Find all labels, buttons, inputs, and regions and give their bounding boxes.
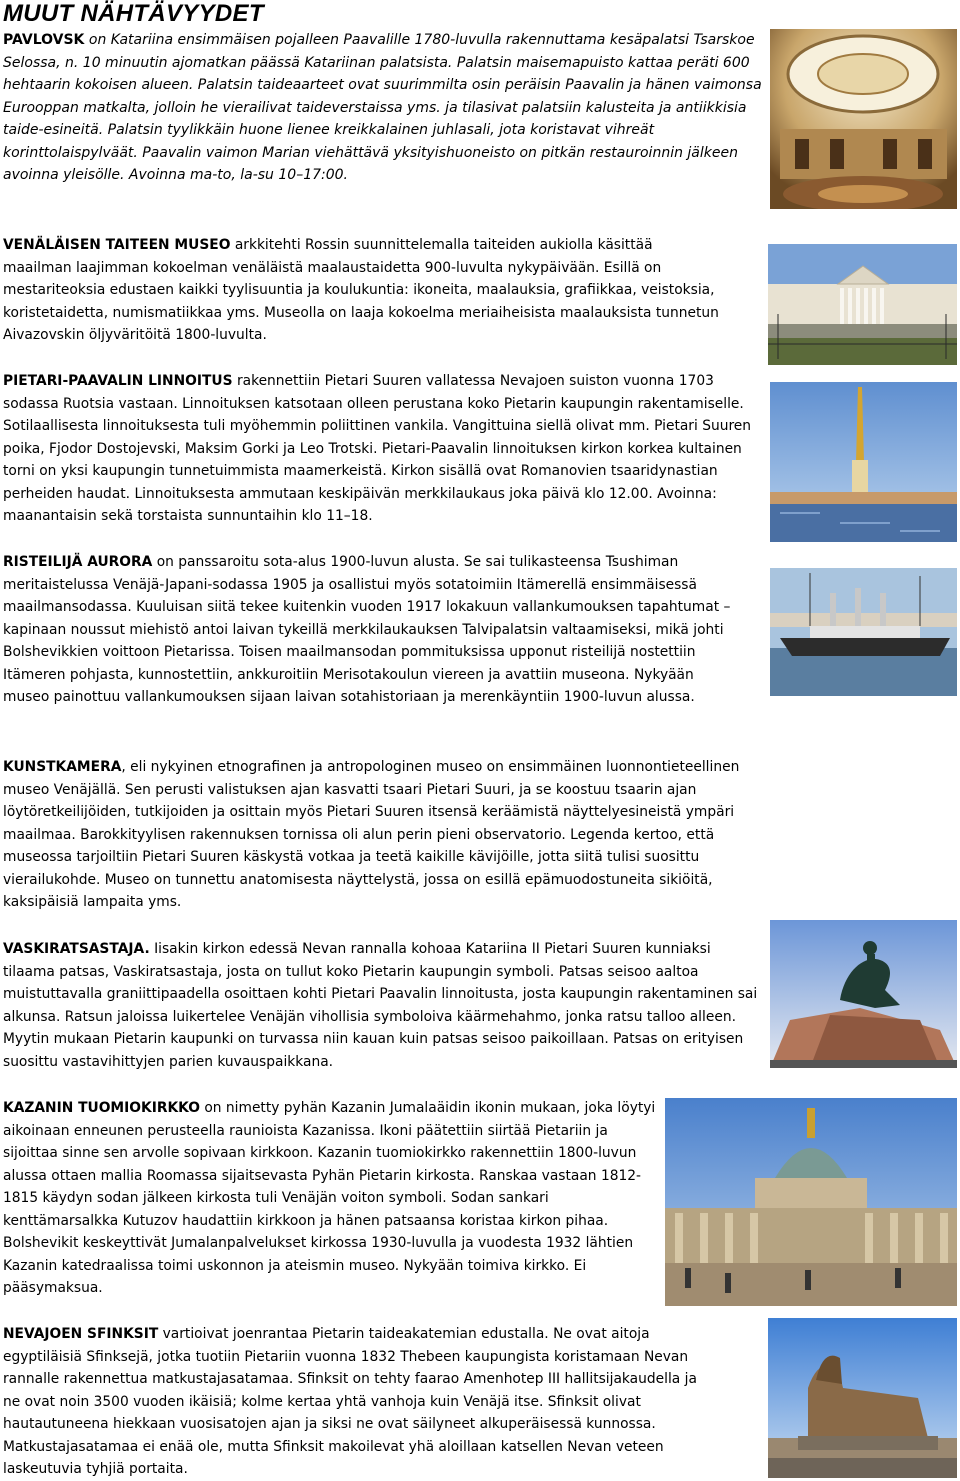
section-title: VASKIRATSASTAJA. (3, 941, 150, 957)
section-aurora (3, 551, 743, 709)
kazan-cathedral-photo (665, 1098, 957, 1306)
section-text: on panssaroitu sota-alus 1900-luvun alusta. Se sai tulikasteensa Tsushiman meritaistelussa Venäjä-Japani-sodassa 1905 ja osallistui myös sotatoimiin Itämerellä ensimmäisessä maailmansodassa. Kuuluisan siitä tekee kuitenkin vuoden 1917 lokakuun vallankumouksen tapahtumat – kapinaan noussut miehistö antoi laivan tykeillä merkkilaukauksen Talvipalatsin valtaamiseksi, mikä johti Bolshevikkien voittoon Pietarissa. Toisen maailmansodan pommituksissa upponut risteilijä nostettiin Itämeren pohjasta, kunnostettiin, ankkuroitiin Merisotakoulun viereen ja avattiin museona. Nykyään museo painottuu vallankumouksen sijaan laivan sotahistoriaan ja merenkäyntiin 1900-luvun alussa. (3, 554, 731, 705)
section-title: VENÄLÄISEN TAITEEN MUSEO (3, 237, 231, 253)
page-title: MUUT NÄHTÄVYYDET (3, 0, 264, 27)
section-text: on Katariina ensimmäisen pojalleen Paavalille 1780-luvulla rakennuttama kesäpalatsi Tsarskoe Selossa, n. 10 minuutin ajomatkan päässä Katariinan palatsista. Palatsin maisemapuisto kattaa peräti 600 hehtaarin kokoisen alueen. Palatsin taideaarteet ovat suurimmilta osin peräisin Paavalin ja hänen vaimonsa Eurooppan matkalta, jolloin he vierailivat taideverstaissa yms. ja tilasivat palatsiin kalusteita ja antiikkisia taide-esineitä. Palatsin tyylikkäin huone lienee kreikkalainen juhlasali, jota koristavat vihreät korinttolaispylväät. Paavalin vaimon Marian viehättävä yksityishuoneisto on pitkän restauroinnin jälkeen avoinna yleisölle. Avoinna ma-to, la-su 10–17:00. (3, 32, 762, 183)
section-kazan (3, 1097, 663, 1300)
palace-interior-photo (770, 29, 957, 209)
section-title: KUNSTKAMERA (3, 759, 122, 775)
section-kunstkamera (3, 756, 763, 914)
section-title: RISTEILIJÄ AURORA (3, 554, 153, 570)
section-title: KAZANIN TUOMIOKIRKKO (3, 1100, 200, 1116)
aurora-cruiser-photo (770, 568, 957, 696)
section-sphinx (3, 1323, 703, 1481)
section-text: , eli nykyinen etnografinen ja antropologinen museo on ensimmäinen luonnontieteellinen museo Venäjällä. Sen perusti valistuksen ajan kasvatti tsaari Pietari Suuri, ja se koostuu tsaarin ajan löytöretkeilijöiden, tutkijoiden ja osittain myös Pietari Suuren itsensä keräämistä näyttelyesineistä ympäri maailmaa. Barokkityylisen rakennuksen tornissa oli alun perin pieni observatorio. Legenda kertoo, että museossa tarjoiltiin Pietari Suuren käskystä votkaa ja teetä kaikille kävijöille, jotta siitä tulisi suosittu vierailukohde. Museo on tunnettu anatomisesta näyttelystä, jossa on esillä epämuodostuneita sikiöitä, kaksipäisiä lampaita yms. (3, 759, 740, 910)
section-title: PIETARI-PAAVALIN LINNOITUS (3, 373, 233, 389)
section-text: on nimetty pyhän Kazanin Jumalaäidin ikonin mukaan, joka löytyi aikoinaan enneunen perusteella raunioista Kazanissa. Ikoni päätettiin siirtää Pietariin ja sijoittaa sinne sen arvolle sopivaan kirkkoon. Kazanin tuomiokirkko rakennettiin 1800-luvun alussa ottaen mallia Roomassa sijaitsevasta Pyhän Pietarin kirkosta. Ranskaa vastaan 1812-1815 käydyn sodan jälkeen kirkosta tuli Venäjän voiton symboli. Sodan sankari kenttämarsalkka Kutuzov haudattiin kirkkoon ja hänen patsaansa koristaa kirkon pihaa. Bolshevikit keskeyttivät Jumalanpalvelukset kirkossa 1930-luvulla ja vuodesta 1932 lähtien Kazanin katedraalissa toimi uskonnon ja ateismin museo. Nykyään toimiva kirkko. Ei pääsymaksua. (3, 1100, 656, 1296)
sphinx-photo (768, 1318, 957, 1478)
section-title: PAVLOVSK (3, 32, 85, 48)
section-pavlovsk (3, 29, 763, 187)
section-bronze-horseman (3, 938, 763, 1073)
russian-museum-photo (768, 244, 957, 365)
section-text: rakennettiin Pietari Suuren vallatessa Nevajoen suiston vuonna 1703 sodassa Ruotsia vastaan. Linnoituksen katsotaan olleen perustana koko Pietarin kaupungin rakentamiselle. Sotilaallisesta linnoituksesta tuli myöhemmin poliittinen vankila. Vangittuina siellä olivat mm. Pietari Suuren poika, Fjodor Dostojevski, Maksim Gorki ja Leo Trotski. Pietari-Paavalin linnoituksen kirkon korkea kultainen torni on yksi kaupungin tunnetuimmista maamerkeistä. Kirkon sisällä ovat Romanovien tsaaridynastian perheiden haudat. Linnoituksesta ammutaan keskipäivän merkkilaukaus joka päivä klo 12.00. Avoinna: maanantaisin sekä torstaista sunnuntaihin klo 11–18. (3, 373, 752, 524)
section-fortress (3, 370, 763, 528)
section-title: NEVAJOEN SFINKSIT (3, 1326, 159, 1342)
section-text: vartioivat joenrantaa Pietarin taideakatemian edustalla. Ne ovat aitoja egyptiläisiä Sfinksejä, jotka tuotiin Pietariin vuonna 1832 Thebeen kaupungista koristamaan Nevan rannalle rakennettua matkustajasatamaa. Sfinksit on tehty faarao Amenhotep III hallitsijakaudella ja ne ovat noin 3500 vuoden ikäisiä; kolme kertaa yhtä vanhoja kuin Venäjä itse. Sfinksit olivat hautautuneena hiekkaan vuosisatojen ajan ja siksi ne ovat säilyneet alkuperäisessä kunnossa. Matkustajasatamaa ei enää ole, mutta Sfinksit makoilevat yhä aloillaan katsellen Nevan veteen laskeutuvia tyhjiä portaita. (3, 1326, 697, 1477)
fortress-spire-photo (770, 382, 957, 542)
bronze-horseman-photo (770, 920, 957, 1068)
section-russian-museum (3, 234, 723, 347)
section-text: Iisakin kirkon edessä Nevan rannalla kohoaa Katariina II Pietari Suuren kunniaksi tilaama patsas, Vaskiratsastaja, josta on tullut koko Pietarin kaupungin symboli. Patsas seisoo aaltoa muistuttavalla graniittipaadella osoittaen kohti Pietari Paavalin linnoitusta, josta kaupungin rakentaminen sai alkunsa. Ratsun jaloissa luikertelee Venäjän vihollisia symboloiva käärmehahmo, jonka ratsu talloo alleen. Myytin mukaan Pietarin kaupunki on turvassa niin kauan kuin patsas seisoo paikoillaan. Patsas on erityisen suosittu vastavihittyjen parien kuvauspaikkana. (3, 941, 758, 1070)
section-text: arkkitehti Rossin suunnittelemalla taiteiden aukiolla käsittää maailman laajimman kokoelman venäläistä maalaustaidetta 900-luvulta nykypäivään. Esillä on mestariteoksia edustaen kaikki tyylisuuntia ja koulukuntia: ikoneita, maalauksia, grafiikkaa, veistoksia, koristetaidetta, numismatiikkaa yms. Museolla on laaja kokoelma meriaiheisista maalauksista tunnetun Aivazovskin öljyväritöitä 1800-luvulta. (3, 237, 719, 343)
